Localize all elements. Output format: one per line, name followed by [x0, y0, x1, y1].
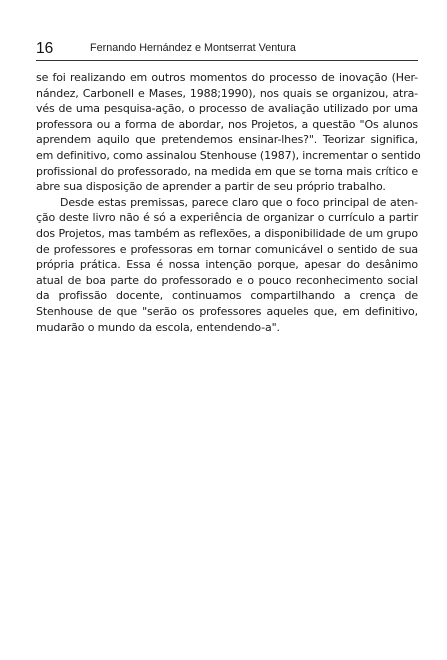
text-line: Desde estas premissas, parece claro que o foco principal de aten-	[60, 195, 418, 209]
paragraph-2	[36, 195, 418, 335]
text-line: Stenhouse de que "serão os professores aqueles que, em definitivo,	[36, 304, 418, 318]
text-line: da profissão docente, continuamos compartilhando a crença de	[36, 289, 418, 303]
text-line: própria prática. Essa é nossa intenção porque, apesar do desânimo	[36, 258, 418, 272]
text-line: abre sua disposição de aprender a partir de seu próprio trabalho.	[36, 180, 386, 194]
text-line: ção deste livro não é só a experiência de organizar o currículo a partir	[36, 211, 418, 225]
text-line: profissional do professorado, na medida em que se torna mais crítico e	[36, 164, 418, 178]
text-line: dos Projetos, mas também as reflexões, a disponibilidade de um grupo	[36, 226, 418, 240]
page-number: 16	[36, 40, 54, 57]
text-line: mudarão o mundo da escola, entendendo-a".	[36, 320, 280, 334]
text-line: nández, Carbonell e Mases, 1988;1990), nos quais se organizou, atra-	[36, 86, 418, 100]
text-line: atual de boa parte do professorado e o pouco reconhecimento social	[36, 273, 418, 287]
page-header	[36, 40, 418, 61]
paragraph-1	[36, 70, 421, 195]
text-line: vés de uma pesquisa-ação, o processo de avaliação utilizado por uma	[36, 102, 418, 116]
running-head: Fernando Hernández e Montserrat Ventura	[90, 42, 296, 54]
text-line: se foi realizando em outros momentos do processo de inovação (Her-	[36, 71, 418, 84]
text-line: de professores e professoras em tornar comunicável o sentido de sua	[36, 242, 418, 256]
text-line: aprendem aquilo que pretendemos ensinar-lhes?". Teorizar significa,	[36, 133, 418, 147]
text-line: em definitivo, como assinalou Stenhouse (1987), incrementar o sentido	[36, 148, 421, 162]
text-line: professora ou a forma de abordar, nos Projetos, a questão "Os alunos	[36, 117, 418, 131]
body-text	[36, 70, 421, 335]
